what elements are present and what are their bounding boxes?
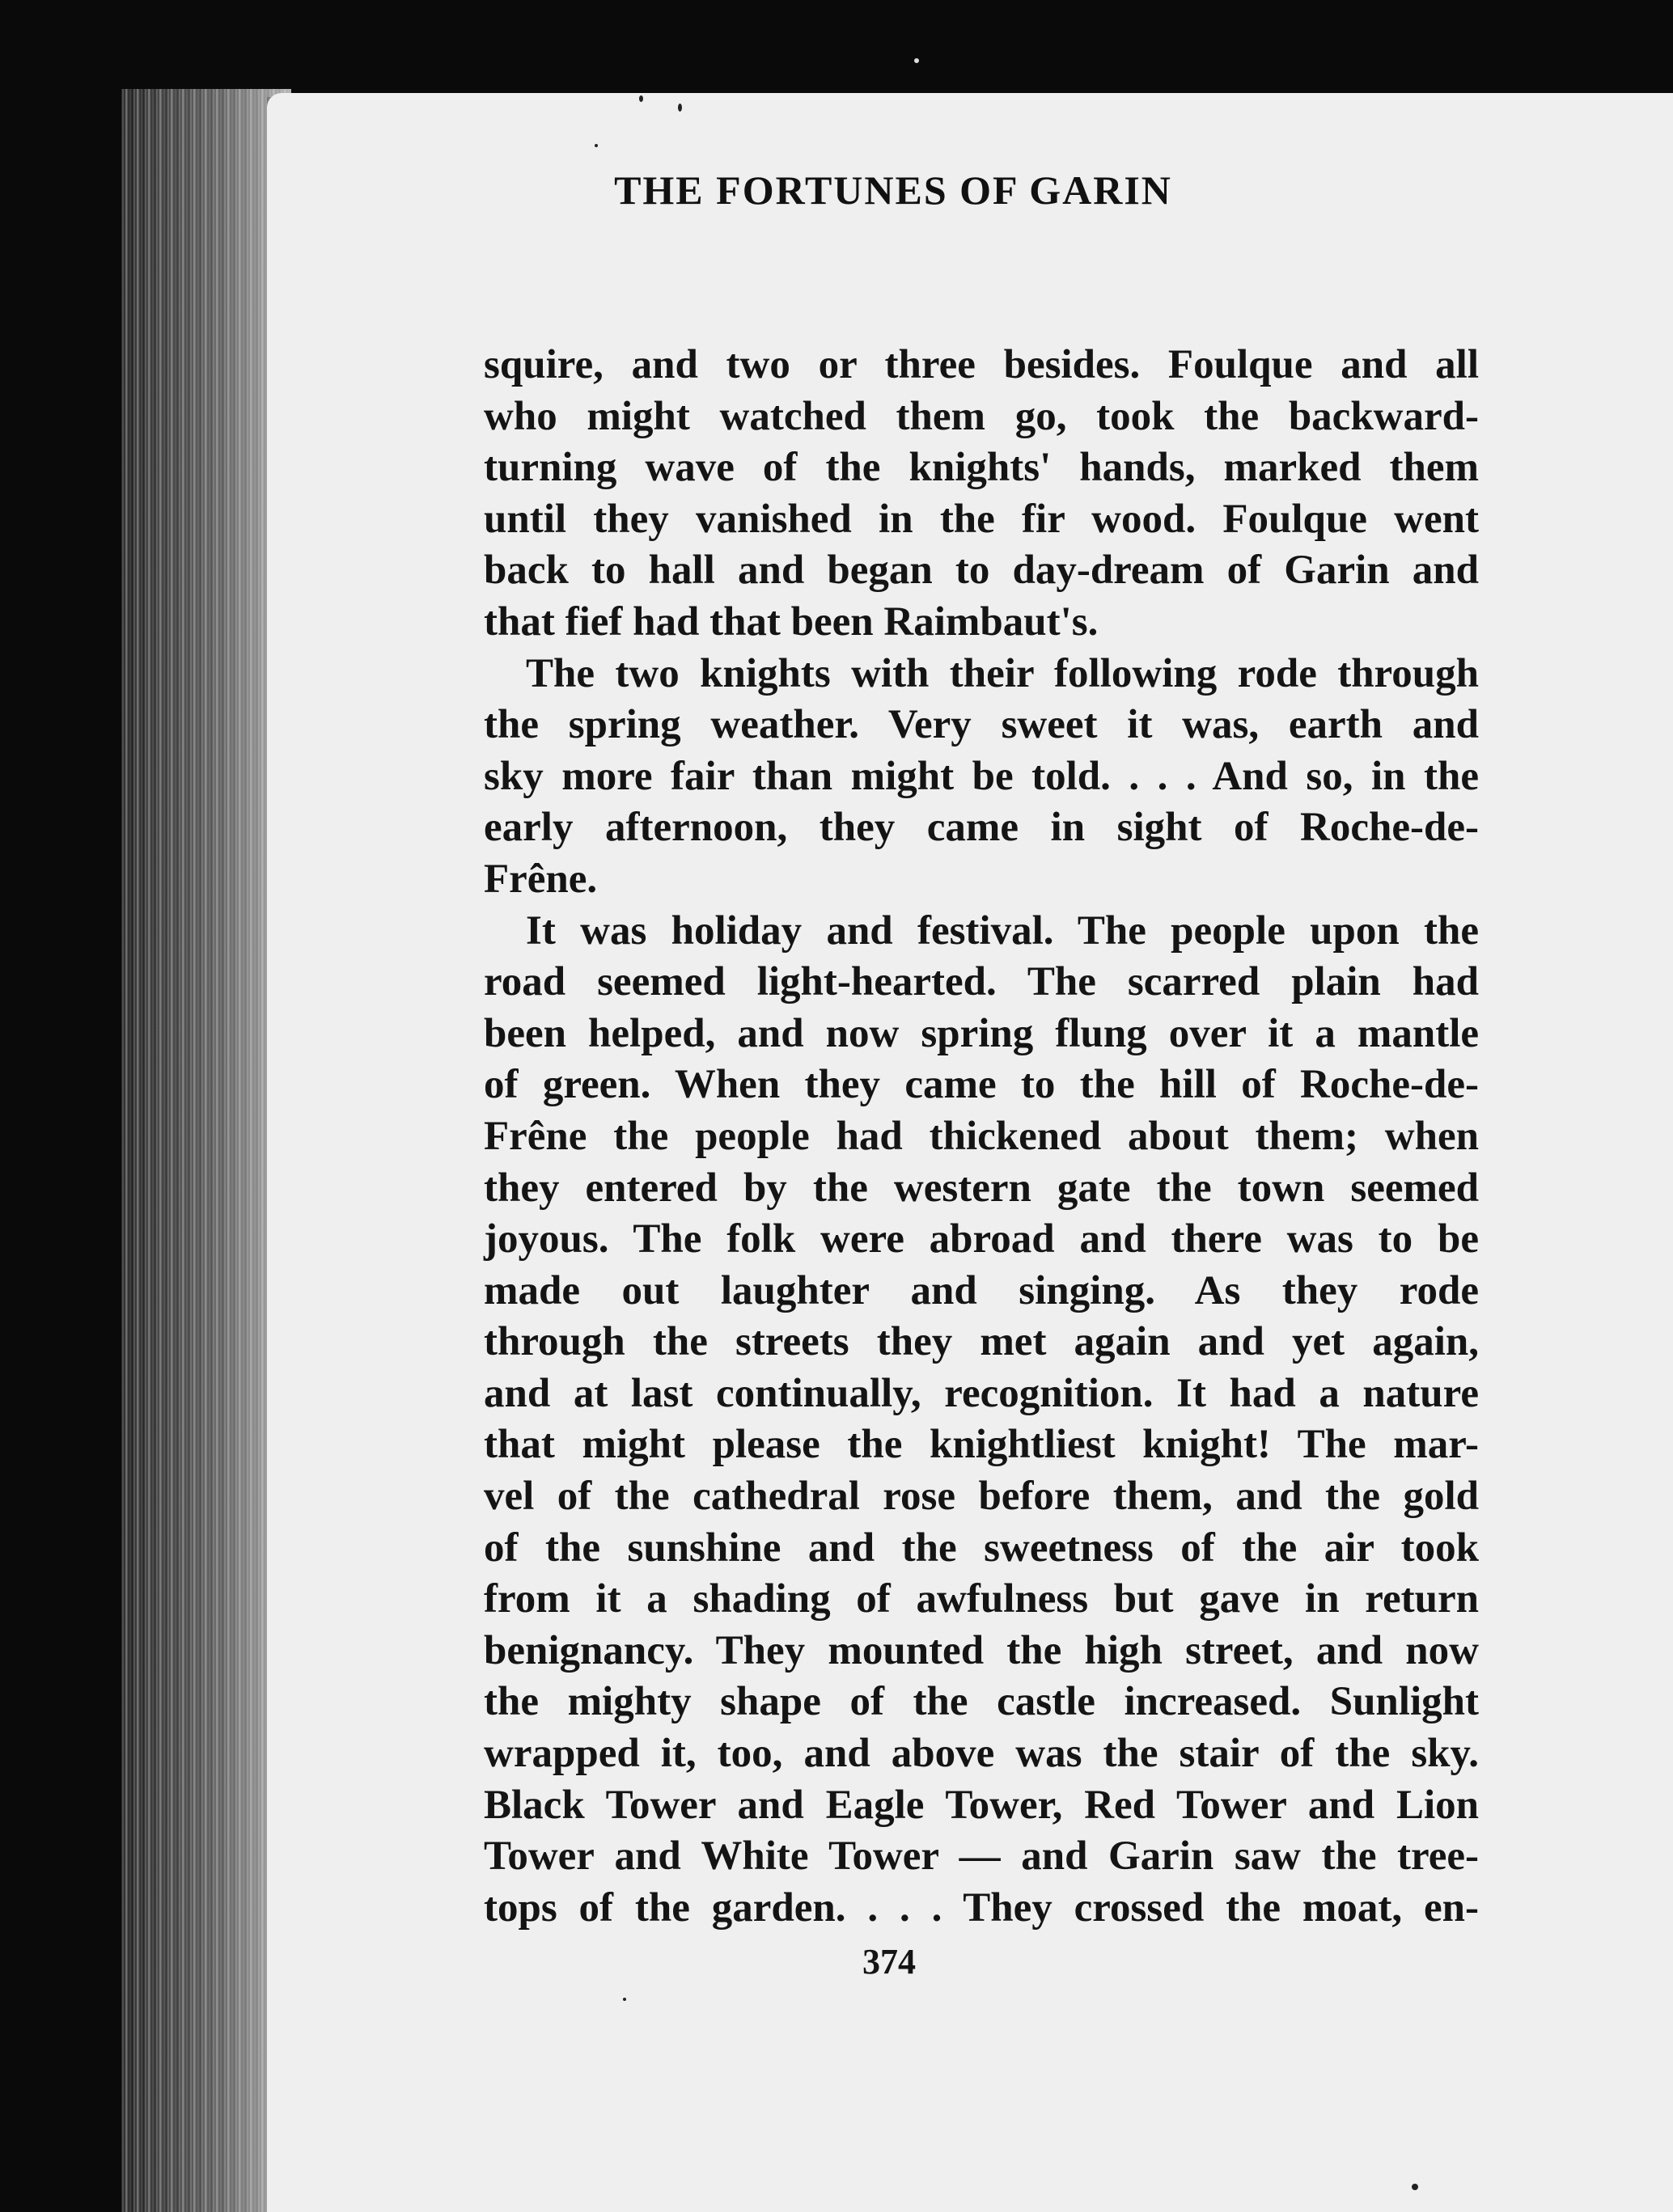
scan-speck xyxy=(678,104,682,112)
text-line: early afternoon, they came in sight of Roche-de- xyxy=(484,805,1479,851)
text-line: It was holiday and festival. The people upon the xyxy=(526,907,1479,954)
text-line: through the streets they met again and yet again, xyxy=(484,1319,1479,1365)
text-line: road seemed light-hearted. The scarred plain had xyxy=(484,959,1479,1005)
running-header: THE FORTUNES OF GARIN xyxy=(614,167,1172,213)
text-line: joyous. The folk were abroad and there was to be xyxy=(484,1216,1479,1262)
text-line: of the sunshine and the sweetness of the air took xyxy=(484,1525,1479,1571)
scan-speck xyxy=(639,95,643,102)
text-line: back to hall and began to day-dream of Garin and xyxy=(484,548,1479,594)
text-line: The two knights with their following rode through xyxy=(526,650,1479,696)
text-line: the mighty shape of the castle increased. Sunlight xyxy=(484,1679,1479,1725)
text-line: tops of the garden. . . . They crossed the moat, en- xyxy=(484,1884,1479,1931)
text-line: and at last continually, recognition. It had a nature xyxy=(484,1370,1479,1416)
text-line: sky more fair than might be told. . . . And so, in the xyxy=(484,753,1479,799)
text-line: benignancy. They mounted the high street, and now xyxy=(484,1627,1479,1673)
text-line: Frêne. xyxy=(484,856,598,902)
scan-speck xyxy=(595,144,598,147)
text-line: until they vanished in the fir wood. Foulque went xyxy=(484,496,1479,542)
text-line: been helped, and now spring flung over it a mantle xyxy=(484,1010,1479,1056)
text-line: who might watched them go, took the backward- xyxy=(484,393,1479,439)
text-line: made out laughter and singing. As they rode xyxy=(484,1267,1479,1313)
scan-speck xyxy=(914,58,919,63)
scan-speck xyxy=(623,1998,626,2001)
text-line: that might please the knightliest knight! The mar- xyxy=(484,1422,1479,1468)
text-line: turning wave of the knights' hands, marked them xyxy=(484,445,1479,491)
page-body xyxy=(484,340,1479,1934)
text-line: that fief had that been Raimbaut's. xyxy=(484,598,1099,645)
text-line: the spring weather. Very sweet it was, earth and xyxy=(484,702,1479,748)
text-line: from it a shading of awfulness but gave in return xyxy=(484,1576,1479,1622)
text-line: they entered by the western gate the town seemed xyxy=(484,1165,1479,1211)
text-line: Tower and White Tower — and Garin saw the tree- xyxy=(484,1833,1479,1880)
scan-speck xyxy=(1412,2184,1418,2190)
page-number: 374 xyxy=(862,1942,916,1981)
text-line: squire, and two or three besides. Foulque and all xyxy=(484,342,1479,387)
text-line: Black Tower and Eagle Tower, Red Tower and Lion xyxy=(484,1782,1479,1828)
text-line: vel of the cathedral rose before them, and the gold xyxy=(484,1474,1479,1520)
text-line: wrapped it, too, and above was the stair of the sky. xyxy=(484,1731,1479,1777)
book-spine-shadow xyxy=(121,89,291,2212)
text-line: Frêne the people had thickened about them; when xyxy=(484,1113,1479,1159)
text-line: of green. When they came to the hill of Roche-de- xyxy=(484,1062,1479,1108)
